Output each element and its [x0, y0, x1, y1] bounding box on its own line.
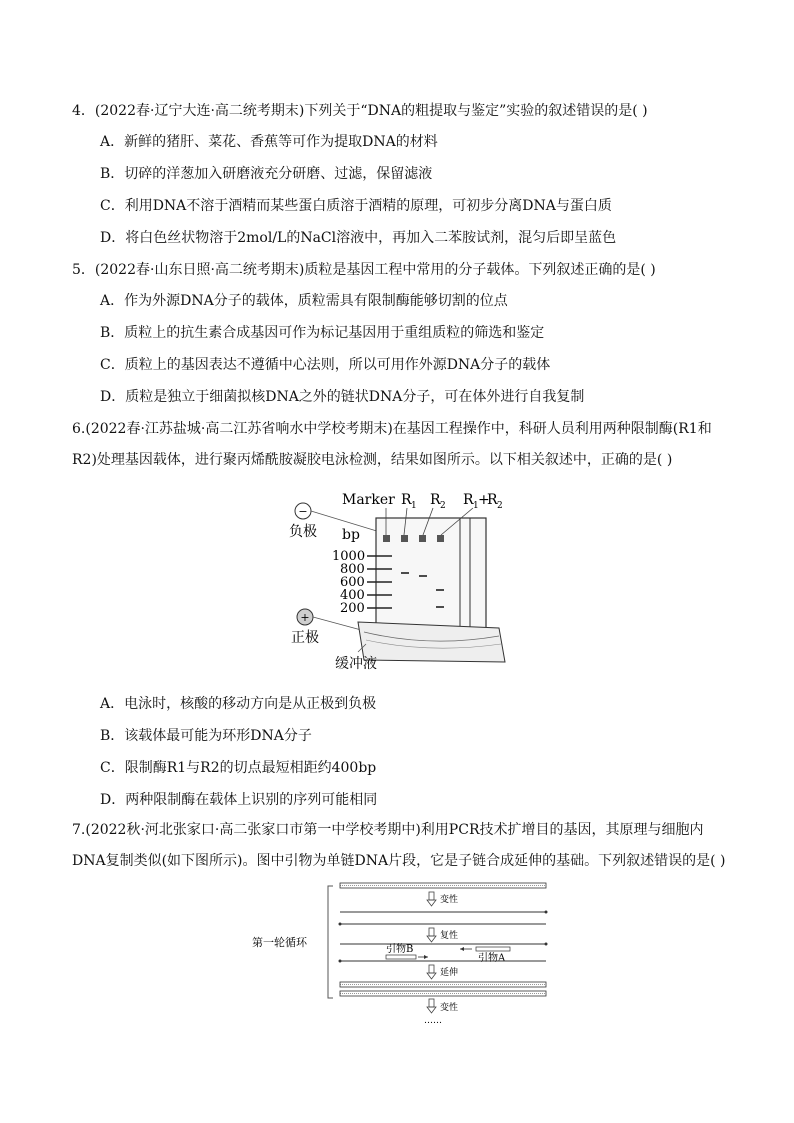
lane-label-r1r2-b: R	[487, 492, 498, 508]
pcr-figure	[248, 880, 568, 1025]
step-anneal-label: 复性	[440, 931, 459, 941]
question-6-option-d: D．两种限制酶在载体上识别的序列可能相同	[100, 792, 378, 808]
lane-label-plus: +	[478, 492, 490, 508]
question-5-stem: 5．(2022春·山东日照·高二统考期末)质粒是基因工程中常用的分子载体。下列叙述正确的是( )	[72, 262, 656, 278]
extend-arrow-icon	[427, 965, 436, 979]
primer-a-label: 引物A	[478, 953, 506, 964]
well-r1r2	[437, 535, 444, 542]
tick-400: 400	[340, 588, 365, 603]
question-6-option-a: A．电泳时，核酸的移动方向是从正极到负极	[100, 696, 377, 712]
lane-label-r1r2-a-sub: 1	[473, 501, 479, 511]
question-4-option-a: A．新鲜的猪肝、菜花、香蕉等可作为提取DNA的材料	[100, 134, 438, 150]
question-4-option-d: D．将白色丝状物溶于2mol/L的NaCl溶液中，再加入二苯胺试剂，混匀后即呈蓝色	[100, 230, 617, 246]
buffer-tank	[358, 622, 505, 662]
lane-label-r1-sub: 1	[411, 501, 417, 511]
tick-600: 600	[340, 575, 365, 590]
plus-sign: +	[300, 611, 310, 624]
well-r2	[419, 535, 426, 542]
positive-electrode-label: 正极	[291, 630, 319, 646]
question-6-stem: 6.(2022春·江苏盐城·高二江苏省响水中学校考期末)在基因工程操作中，科研人员利用两种限制酶(R1和R2)处理基因载体，进行聚丙烯酰胺凝胶电泳检测，结果如图所示。以下相关叙述中，正确的是( )	[72, 421, 712, 468]
denature-arrow-icon	[427, 892, 436, 906]
dna-double-strand-extended-1	[340, 982, 546, 987]
question-5-option-b: B．质粒上的抗生素合成基因可作为标记基因用于重组质粒的筛选和鉴定	[100, 325, 545, 341]
question-7-stem: 7.(2022秋·河北张家口·高二张家口市第一中学校考期中)利用PCR技术扩增目的基因，其原理与细胞内DNA复制类似(如下图所示)。图中引物为单链DNA片段，它是子链合成延伸的基础。下列叙述错误的是( )	[72, 822, 726, 869]
question-5-option-c: C．质粒上的基因表达不遵循中心法则，所以可用作外源DNA分子的载体	[100, 357, 551, 373]
dna-double-strand-top	[340, 883, 546, 888]
question-6-option-b: B．该载体最可能为环形DNA分子	[100, 728, 312, 744]
question-4-option-b: B．切碎的洋葱加入研磨液充分研磨、过滤，保留滤液	[100, 166, 433, 182]
lane-label-r1r2-a: R	[463, 492, 474, 508]
bp-unit-label: bp	[342, 527, 360, 543]
minus-sign: −	[298, 505, 308, 518]
well-r1	[401, 535, 408, 542]
tick-200: 200	[340, 601, 365, 616]
step-denature-label-2: 变性	[440, 1003, 459, 1013]
lane-label-r1r2-b-sub: 2	[497, 501, 503, 511]
electrophoresis-figure	[280, 484, 520, 674]
well-marker	[383, 535, 390, 542]
anneal-arrow-icon	[427, 928, 436, 942]
question-4-option-c: C．利用DNA不溶于酒精而某些蛋白质溶于酒精的原理，可初步分离DNA与蛋白质	[100, 198, 612, 214]
denature-arrow-icon-2	[427, 999, 436, 1013]
primer-a-segment	[476, 947, 510, 951]
lane-label-r1: R	[401, 492, 412, 508]
primer-b-label: 引物B	[386, 944, 414, 955]
step-extend-label: 延伸	[440, 968, 459, 978]
dna-double-strand-extended-2	[340, 991, 546, 996]
question-6-option-c: C．限制酶R1与R2的切点最短相距约400bp	[100, 760, 377, 776]
lane-label-r2: R	[430, 492, 441, 508]
cycle-label: 第一轮循环	[252, 936, 307, 949]
primer-b-segment	[386, 955, 416, 959]
continuation-dots: ……	[424, 1016, 442, 1025]
tick-800: 800	[340, 562, 365, 577]
lane-label-r2-sub: 2	[440, 501, 446, 511]
lane-label-marker: Marker	[342, 492, 395, 508]
question-5-option-d: D．质粒是独立于细菌拟核DNA之外的链状DNA分子，可在体外进行自我复制	[100, 389, 585, 405]
question-4-stem: 4．(2022春·辽宁大连·高二统考期末)下列关于“DNA的粗提取与鉴定”实验的叙述错误的是( )	[72, 103, 648, 119]
negative-electrode-label: 负极	[289, 524, 317, 540]
step-denature-label: 变性	[440, 895, 459, 905]
buffer-label: 缓冲液	[335, 656, 377, 672]
question-5-option-a: A．作为外源DNA分子的载体，质粒需具有限制酶能够切割的位点	[100, 293, 508, 309]
tick-1000: 1000	[332, 549, 366, 564]
